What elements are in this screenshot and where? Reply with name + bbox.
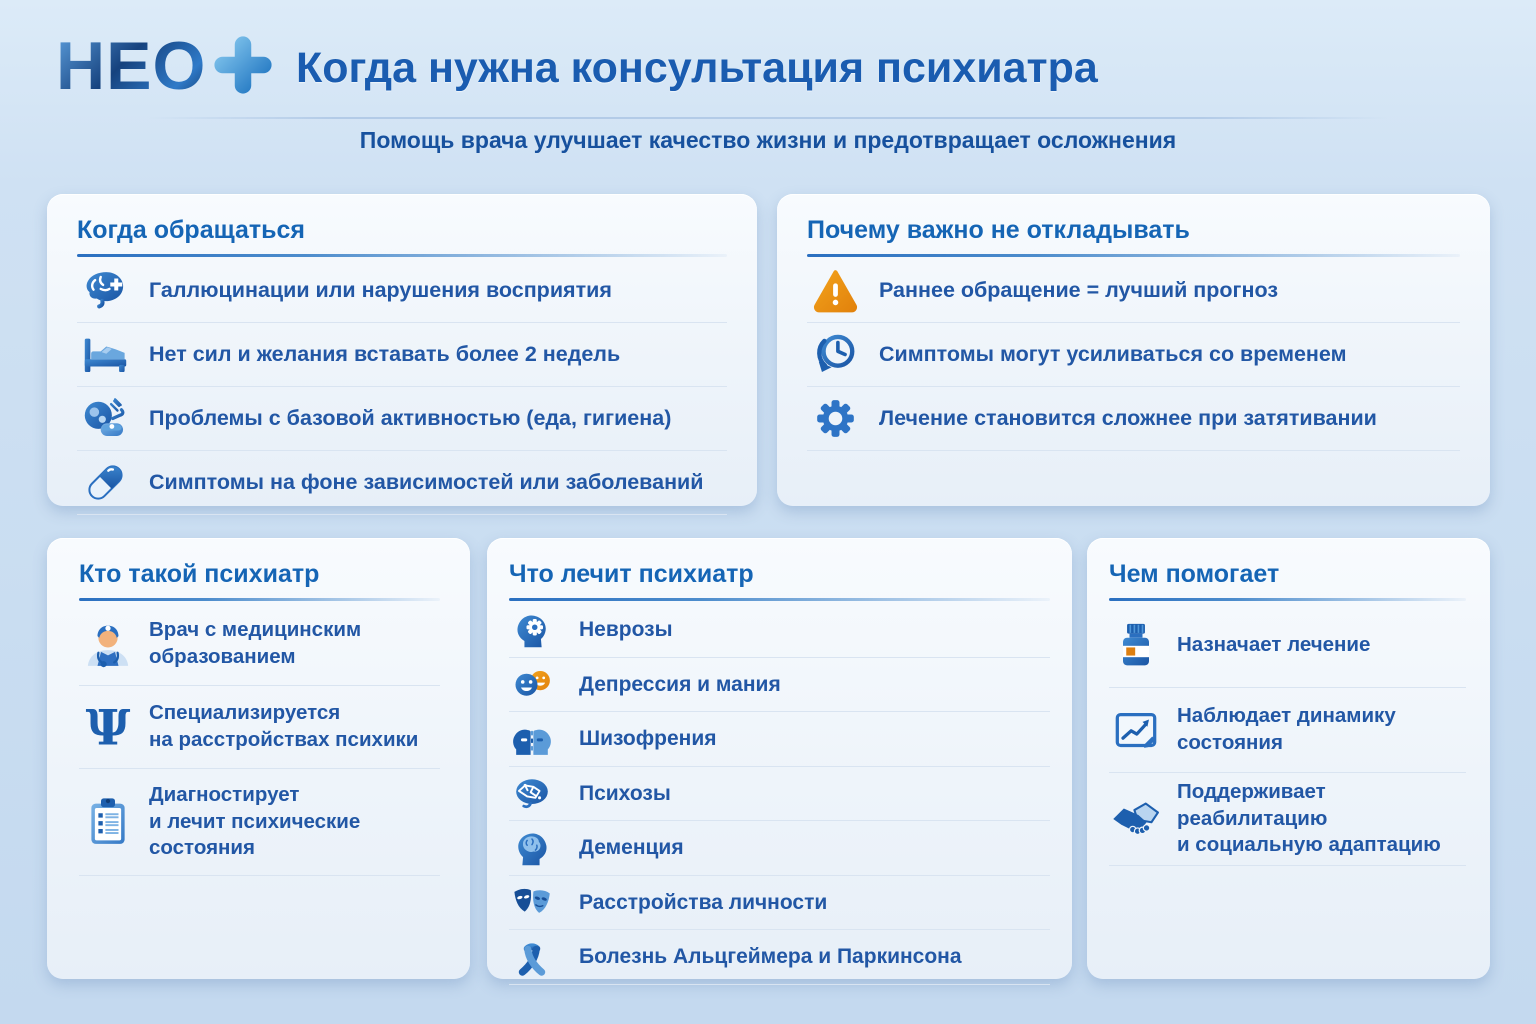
item-text: Лечение становится сложнее при затятивании (879, 405, 1377, 430)
item-text: Неврозы (579, 618, 673, 642)
card-title-underline (807, 254, 1460, 257)
list-item (79, 686, 440, 769)
item-text: Болезнь Альцгеймера и Паркинсона (579, 945, 962, 969)
list-item (509, 821, 1050, 876)
gear-icon (807, 393, 863, 444)
chart-icon (1109, 704, 1163, 756)
card-title: Кто такой психиатр (79, 560, 320, 588)
plus-icon (212, 34, 274, 101)
page-title: Когда нужна консультация психиатра (296, 44, 1098, 92)
split-head-icon (509, 717, 555, 761)
clock-icon (807, 329, 863, 380)
list-item (509, 658, 1050, 713)
list-item (77, 323, 727, 387)
warning-icon (807, 265, 863, 316)
card-title-underline (79, 598, 440, 601)
doctor-icon (79, 616, 137, 672)
list-item (79, 603, 440, 686)
item-text: Депрессия и мания (579, 672, 781, 696)
item-text: Расстройства личности (579, 890, 828, 914)
head-gear-icon (509, 608, 555, 652)
card-when-to-seek-help (47, 194, 757, 506)
head-brain-icon (509, 826, 555, 870)
list-item (77, 259, 727, 323)
item-text: Раннее обращение = лучший прогноз (879, 277, 1279, 302)
item-text: Диагностирует и лечит психические состояния (149, 783, 361, 860)
card-why-not-delay (777, 194, 1490, 506)
item-text: Специализируется на расстройствах психики (149, 701, 419, 751)
logo-text: НЕО (56, 27, 207, 104)
item-text: Поддерживает реабилитацию и социальную адаптацию (1177, 780, 1441, 857)
pill-icon (77, 457, 133, 508)
list-item (1109, 688, 1466, 773)
medicine-bottle-icon (1109, 619, 1163, 671)
item-text: Врач с медицинским образованием (149, 618, 362, 668)
card-who-is-psychiatrist (47, 538, 470, 979)
item-text: Наблюдает динамику состояния (1177, 704, 1396, 754)
page-subtitle: Помощь врача улучшает качество жизни и предотвращает осложнения (359, 127, 1177, 153)
list-item (79, 769, 440, 876)
card-title: Что лечит психиатр (509, 560, 754, 588)
card-title-underline (509, 598, 1050, 601)
item-text: Нет сил и желания вставать более 2 недель (149, 341, 621, 366)
list-item (509, 712, 1050, 767)
bed-icon (77, 329, 133, 380)
item-text: Галлюцинации или нарушения восприятия (149, 277, 612, 302)
item-text: Симптомы на фоне зависимостей или заболеваний (149, 469, 704, 494)
clipboard-icon (79, 794, 137, 850)
card-title-underline (77, 254, 727, 257)
card-title: Чем помогает (1109, 560, 1280, 588)
card-title-underline (1109, 598, 1466, 601)
item-text: Шизофрения (579, 727, 717, 751)
list-item (1109, 603, 1466, 688)
item-text: Деменция (579, 836, 684, 860)
handshake-icon (1109, 793, 1163, 845)
card-how-helps (1087, 538, 1490, 979)
list-item (509, 876, 1050, 931)
list-item (1109, 773, 1466, 866)
psi-icon (79, 699, 137, 755)
item-text: Психозы (579, 781, 671, 805)
card-what-psychiatrist-treats (487, 538, 1072, 979)
list-item (807, 323, 1460, 387)
list-item (77, 451, 727, 515)
list-item (509, 767, 1050, 822)
meal-icon (77, 393, 133, 444)
card-title: Когда обращаться (77, 216, 306, 244)
list-item (509, 930, 1050, 985)
svg-text:Ψ: Ψ (85, 699, 131, 755)
brain-icon (77, 265, 133, 316)
card-title: Почему важно не откладывать (807, 216, 1190, 244)
psychosis-brain-icon (509, 771, 555, 815)
faces-icon (509, 662, 555, 706)
item-text: Проблемы с базовой активностью (еда, гигиена) (149, 405, 672, 430)
ribbon-icon (509, 935, 555, 979)
header-logo (56, 27, 274, 104)
list-item (509, 603, 1050, 658)
list-item (77, 387, 727, 451)
item-text: Назначает лечение (1177, 632, 1371, 656)
item-text: Симптомы могут усиливаться со временем (879, 341, 1347, 366)
masks-icon (509, 880, 555, 924)
list-item (807, 387, 1460, 451)
header-divider (148, 117, 1388, 119)
list-item (807, 259, 1460, 323)
